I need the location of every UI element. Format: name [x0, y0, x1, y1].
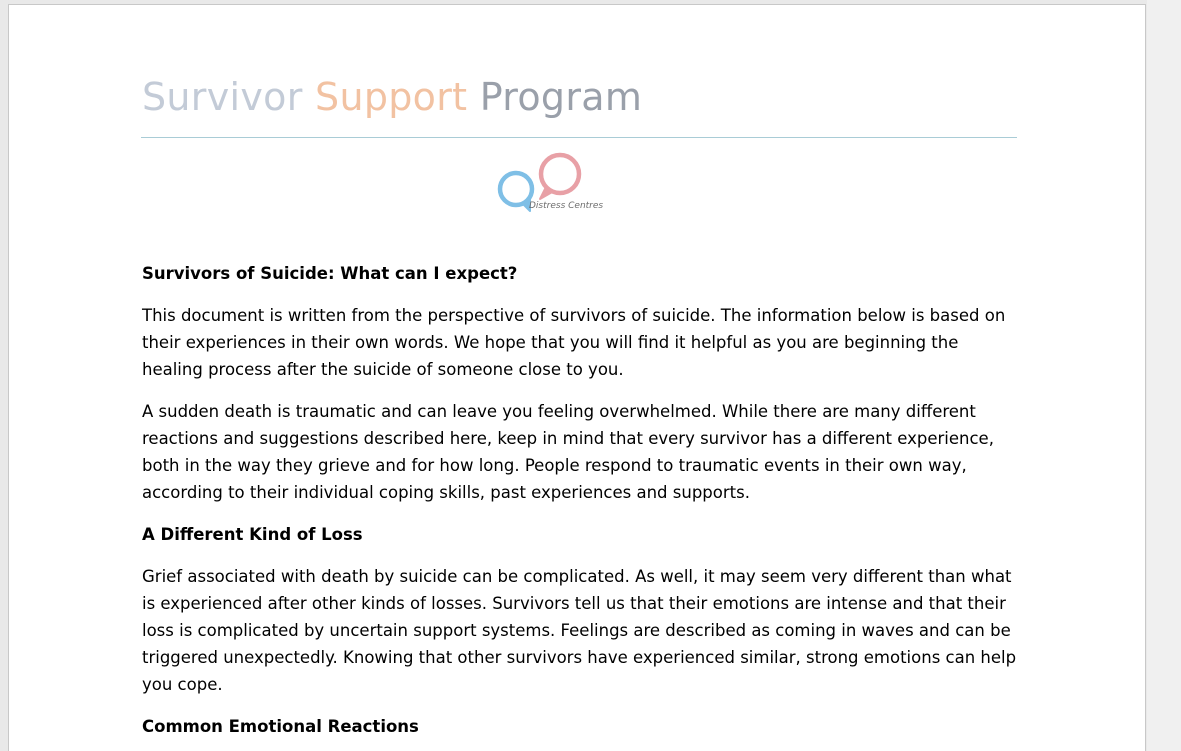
paragraph-perspective: This document is written from the perspective of survivors of suicide. The information below is based on their experiences in their own words. We hope that you will find it helpful as you are beginning the healing process after the suicide of someone close to you.: [142, 306, 1006, 379]
paragraph-sudden-death: A sudden death is traumatic and can leave you feeling overwhelmed. While there are many different reactions and suggestions described here, keep in mind that every survivor has a different experience, both in the way they grieve and for how long. People respond to traumatic events in their own way, according to their individual coping skills, past experiences and supports.: [142, 402, 994, 502]
document-title: [142, 77, 642, 119]
section-heading-what-to-expect: Survivors of Suicide: What can I expect?: [142, 264, 518, 283]
section-heading-different-loss: A Different Kind of Loss: [142, 525, 363, 544]
title-underline-rule: [141, 137, 1017, 138]
section-heading-emotional-reactions: Common Emotional Reactions: [142, 717, 419, 736]
document-page[interactable]: [8, 4, 1146, 751]
title-word-support: Support: [315, 75, 468, 119]
scrollbar-track[interactable]: [1147, 0, 1181, 751]
title-word-survivor: Survivor: [142, 75, 303, 119]
logo-text: Distress Centres: [529, 201, 604, 211]
title-word-program: Program: [479, 75, 643, 119]
document-body: [142, 260, 1022, 751]
paragraph-grief: Grief associated with death by suicide can be complicated. As well, it may seem very different than what is experienced after other kinds of losses. Survivors tell us that their emotions are intense and that their loss is complicated by uncertain support systems. Feelings are described as coming in waves and can be triggered unexpectedly. Knowing that other survivors have experienced similar, strong emotions can help you cope.: [142, 567, 1017, 694]
distress-centres-logo: [482, 151, 604, 219]
